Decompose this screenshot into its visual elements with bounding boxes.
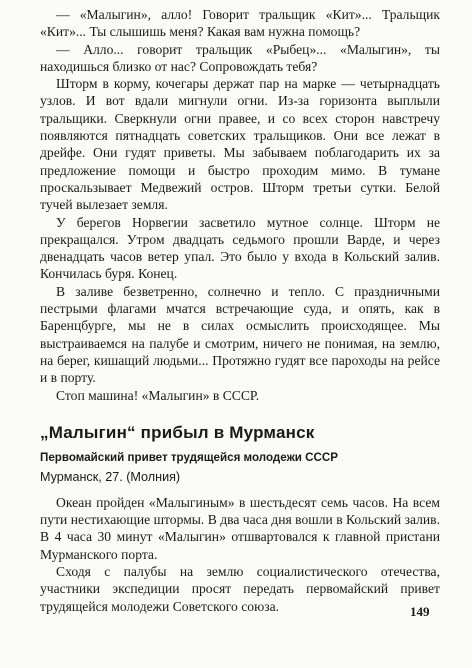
page-number: 149 [410, 604, 430, 619]
body-paragraph: У берегов Норвегии засветило мутное солнце. Шторм не прекращался. Утром двадцать седьмого прошли Варде, и через двенадцать часов ветер упал. Это было у входа в Кольский залив. Кончилась буря. Конец. [40, 214, 440, 282]
body-paragraph: Океан пройден «Малыгиным» в шестьдесят семь часов. На всем пути нестихающие штормы. В два часа дня вошли в Кольский залив. В 4 часа 30 минут «Малыгин» отшвартовался к главной пристани Мурманского порта. [40, 494, 440, 562]
section-subheading: Первомайский привет трудящейся молодежи СССР [40, 450, 338, 464]
section-heading: „Малыгин“ прибыл в Мурманск [40, 422, 315, 442]
body-paragraph: Шторм в корму, кочегары держат пар на марке — четырнадцать узлов. И вот вдали мигнули огни. Из-за горизонта выплыли тральщики. Сверкнули огни правее, и со всех сторон навстречу появляются пятнадцать советских тральщиков. Они все лежат в дрейфе. Они гудят приветы. Мы забываем поблагодарить их за предложение помощи и быстро проходим мимо. В тумане проскальзывает Медвежий остров. Шторм третьи сутки. Белой тучей вылезает земля. [40, 76, 440, 213]
book-page [40, 6, 440, 615]
body-paragraph: Сходя с палубы на землю социалистического отечества, участники экспедиции просят передать первомайский привет трудящейся молодежи Советского союза. [40, 564, 440, 614]
body-paragraph: В заливе безветренно, солнечно и тепло. С праздничными пестрыми флагами мчатся встречающие суда, и опять, как в Баренцбурге, мы не в силах осмыслить происходящее. Мы выстраиваемся на палубе и смотрим, ничего не понимая, на землю, на берег, кишащий людьми... Протяжно гудят все пароходы на рейсе и в порту. [40, 283, 440, 386]
dialogue-paragraph-rybets: — Алло... говорит тральщик «Рыбец»... «Малыгин», ты находишься близко от нас? Сопровождать тебя? [40, 41, 440, 74]
dialogue-paragraph-kit: — «Малыгин», алло! Говорит тральщик «Кит»... Тральщик «Кит»... Ты слышишь меня? Какая вам нужна помощь? [40, 7, 440, 40]
body-paragraph: Стоп машина! «Малыгин» в СССР. [56, 387, 260, 403]
dateline: Мурманск, 27. (Молния) [40, 469, 181, 484]
